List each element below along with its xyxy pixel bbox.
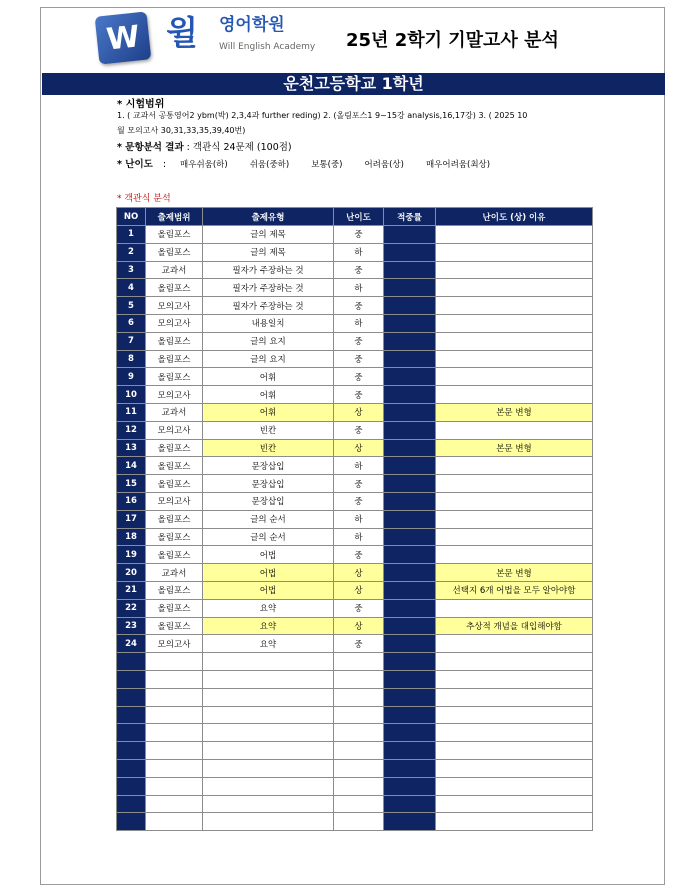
question-difficulty: 상 bbox=[334, 403, 384, 421]
question-number bbox=[117, 795, 146, 813]
question-type bbox=[203, 742, 334, 760]
header-type: 출제유형 bbox=[203, 208, 334, 226]
question-number bbox=[117, 759, 146, 777]
question-range: 올림포스 bbox=[146, 546, 203, 564]
question-range: 모의고사 bbox=[146, 492, 203, 510]
question-reason: 본문 변형 bbox=[436, 564, 593, 582]
question-hit-rate bbox=[384, 492, 436, 510]
question-type bbox=[203, 653, 334, 671]
question-type: 글의 순서 bbox=[203, 528, 334, 546]
question-type: 문장삽입 bbox=[203, 475, 334, 493]
question-hit-rate bbox=[384, 261, 436, 279]
logo-english-name: Will English Academy bbox=[219, 42, 316, 52]
question-number bbox=[117, 724, 146, 742]
question-range: 올림포스 bbox=[146, 332, 203, 350]
question-range bbox=[146, 813, 203, 831]
question-reason bbox=[436, 386, 593, 404]
question-type bbox=[203, 777, 334, 795]
question-reason bbox=[436, 777, 593, 795]
question-type: 어휘 bbox=[203, 386, 334, 404]
table-row bbox=[117, 475, 593, 493]
question-hit-rate bbox=[384, 350, 436, 368]
exam-range-heading: * 시험범위 bbox=[117, 99, 165, 110]
question-hit-rate bbox=[384, 386, 436, 404]
header-reason: 난이도 (상) 이유 bbox=[436, 208, 593, 226]
question-reason bbox=[436, 261, 593, 279]
question-type: 빈칸 bbox=[203, 421, 334, 439]
difficulty-level: 보통(중) bbox=[311, 160, 343, 170]
table-row bbox=[117, 314, 593, 332]
table-row bbox=[117, 297, 593, 315]
question-range bbox=[146, 670, 203, 688]
table-header-row bbox=[117, 208, 593, 226]
question-number: 1 bbox=[117, 226, 146, 244]
question-range: 올림포스 bbox=[146, 457, 203, 475]
exam-range-line-2: 월 모의고사 30,31,33,35,39,40번) bbox=[117, 126, 246, 135]
question-type: 글의 요지 bbox=[203, 350, 334, 368]
table-row bbox=[117, 510, 593, 528]
question-hit-rate bbox=[384, 439, 436, 457]
question-difficulty: 중 bbox=[334, 475, 384, 493]
difficulty-level: 쉬움(중하) bbox=[249, 160, 290, 170]
question-type: 어법 bbox=[203, 564, 334, 582]
question-range bbox=[146, 759, 203, 777]
question-range: 올림포스 bbox=[146, 581, 203, 599]
question-type: 글의 순서 bbox=[203, 510, 334, 528]
question-reason bbox=[436, 492, 593, 510]
question-reason: 선택지 6개 어법을 모두 알아야함 bbox=[436, 581, 593, 599]
question-range: 교과서 bbox=[146, 564, 203, 582]
difficulty-level: 어려움(상) bbox=[364, 160, 404, 170]
question-hit-rate bbox=[384, 475, 436, 493]
question-reason bbox=[436, 706, 593, 724]
question-type: 요약 bbox=[203, 617, 334, 635]
header-difficulty: 난이도 bbox=[334, 208, 384, 226]
question-range: 올림포스 bbox=[146, 279, 203, 297]
table-row bbox=[117, 386, 593, 404]
question-type bbox=[203, 706, 334, 724]
question-range: 올림포스 bbox=[146, 528, 203, 546]
table-row-empty bbox=[117, 759, 593, 777]
question-difficulty: 하 bbox=[334, 243, 384, 261]
question-hit-rate bbox=[384, 706, 436, 724]
question-type: 어휘 bbox=[203, 403, 334, 421]
question-range: 올림포스 bbox=[146, 617, 203, 635]
difficulty-level: 매우쉬움(하) bbox=[180, 160, 228, 170]
academy-logo-icon bbox=[95, 11, 152, 64]
question-type: 필자가 주장하는 것 bbox=[203, 279, 334, 297]
table-row bbox=[117, 261, 593, 279]
question-difficulty: 상 bbox=[334, 564, 384, 582]
question-type: 문장삽입 bbox=[203, 492, 334, 510]
question-reason bbox=[436, 279, 593, 297]
question-difficulty bbox=[334, 777, 384, 795]
question-hit-rate bbox=[384, 670, 436, 688]
question-reason bbox=[436, 457, 593, 475]
question-number: 4 bbox=[117, 279, 146, 297]
question-difficulty: 하 bbox=[334, 457, 384, 475]
question-number: 15 bbox=[117, 475, 146, 493]
question-range: 올림포스 bbox=[146, 475, 203, 493]
table-row bbox=[117, 581, 593, 599]
question-hit-rate bbox=[384, 688, 436, 706]
question-hit-rate bbox=[384, 510, 436, 528]
question-range bbox=[146, 795, 203, 813]
question-difficulty: 중 bbox=[334, 599, 384, 617]
question-type: 요약 bbox=[203, 599, 334, 617]
table-row-empty bbox=[117, 795, 593, 813]
question-number: 6 bbox=[117, 314, 146, 332]
question-number: 19 bbox=[117, 546, 146, 564]
table-row bbox=[117, 439, 593, 457]
question-hit-rate bbox=[384, 421, 436, 439]
question-hit-rate bbox=[384, 279, 436, 297]
table-row bbox=[117, 528, 593, 546]
school-banner: 운천고등학교 1학년 bbox=[42, 73, 665, 95]
question-number bbox=[117, 813, 146, 831]
question-number: 20 bbox=[117, 564, 146, 582]
question-difficulty: 중 bbox=[334, 635, 384, 653]
question-hit-rate bbox=[384, 581, 436, 599]
question-range: 모의고사 bbox=[146, 314, 203, 332]
table-row-empty bbox=[117, 706, 593, 724]
question-type: 글의 제목 bbox=[203, 226, 334, 244]
table-row-empty bbox=[117, 742, 593, 760]
question-difficulty: 중 bbox=[334, 297, 384, 315]
question-difficulty: 하 bbox=[334, 279, 384, 297]
question-range bbox=[146, 742, 203, 760]
question-number: 11 bbox=[117, 403, 146, 421]
question-range: 교과서 bbox=[146, 261, 203, 279]
logo-letter: W bbox=[104, 18, 142, 58]
question-number: 7 bbox=[117, 332, 146, 350]
table-row bbox=[117, 421, 593, 439]
question-reason: 본문 변형 bbox=[436, 439, 593, 457]
table-row bbox=[117, 332, 593, 350]
question-range: 올림포스 bbox=[146, 243, 203, 261]
table-row bbox=[117, 635, 593, 653]
question-difficulty: 중 bbox=[334, 226, 384, 244]
question-difficulty: 상 bbox=[334, 617, 384, 635]
table-row bbox=[117, 492, 593, 510]
question-reason bbox=[436, 332, 593, 350]
question-difficulty: 중 bbox=[334, 492, 384, 510]
question-number: 10 bbox=[117, 386, 146, 404]
question-number: 22 bbox=[117, 599, 146, 617]
question-difficulty bbox=[334, 653, 384, 671]
question-number: 3 bbox=[117, 261, 146, 279]
question-difficulty: 중 bbox=[334, 421, 384, 439]
question-range bbox=[146, 688, 203, 706]
table-row bbox=[117, 546, 593, 564]
question-hit-rate bbox=[384, 742, 436, 760]
question-difficulty bbox=[334, 795, 384, 813]
table-row-empty bbox=[117, 653, 593, 671]
question-reason bbox=[436, 475, 593, 493]
table-row bbox=[117, 243, 593, 261]
question-reason bbox=[436, 421, 593, 439]
question-hit-rate bbox=[384, 813, 436, 831]
question-type: 글의 요지 bbox=[203, 332, 334, 350]
question-reason bbox=[436, 813, 593, 831]
table-row bbox=[117, 617, 593, 635]
question-range: 모의고사 bbox=[146, 635, 203, 653]
analysis-table bbox=[116, 207, 593, 831]
question-range: 올림포스 bbox=[146, 226, 203, 244]
difficulty-separator: : bbox=[162, 159, 167, 170]
question-reason bbox=[436, 795, 593, 813]
question-reason bbox=[436, 670, 593, 688]
logo-korean-name: 영어학원 bbox=[219, 15, 285, 35]
question-range: 올림포스 bbox=[146, 510, 203, 528]
question-reason bbox=[436, 724, 593, 742]
question-hit-rate bbox=[384, 795, 436, 813]
objective-section-label: * 객관식 분석 bbox=[117, 194, 171, 204]
question-range: 모의고사 bbox=[146, 297, 203, 315]
question-number: 23 bbox=[117, 617, 146, 635]
question-difficulty: 하 bbox=[334, 314, 384, 332]
question-type: 빈칸 bbox=[203, 439, 334, 457]
question-number bbox=[117, 742, 146, 760]
question-hit-rate bbox=[384, 599, 436, 617]
question-reason bbox=[436, 243, 593, 261]
question-range: 올림포스 bbox=[146, 599, 203, 617]
question-number bbox=[117, 777, 146, 795]
question-difficulty bbox=[334, 670, 384, 688]
table-row bbox=[117, 564, 593, 582]
question-hit-rate bbox=[384, 564, 436, 582]
question-number: 17 bbox=[117, 510, 146, 528]
question-difficulty bbox=[334, 813, 384, 831]
question-number: 8 bbox=[117, 350, 146, 368]
question-type bbox=[203, 759, 334, 777]
question-hit-rate bbox=[384, 546, 436, 564]
question-difficulty: 하 bbox=[334, 510, 384, 528]
analysis-value: : 객관식 24문제 (100점) bbox=[183, 142, 292, 153]
table-row-empty bbox=[117, 813, 593, 831]
question-type bbox=[203, 688, 334, 706]
table-row bbox=[117, 226, 593, 244]
question-number: 21 bbox=[117, 581, 146, 599]
question-range bbox=[146, 777, 203, 795]
question-hit-rate bbox=[384, 297, 436, 315]
question-reason bbox=[436, 297, 593, 315]
question-reason bbox=[436, 510, 593, 528]
table-row-empty bbox=[117, 724, 593, 742]
table-body bbox=[117, 226, 593, 831]
question-number: 24 bbox=[117, 635, 146, 653]
question-reason bbox=[436, 635, 593, 653]
header-no: NO bbox=[117, 208, 146, 226]
question-reason: 본문 변형 bbox=[436, 403, 593, 421]
question-hit-rate bbox=[384, 243, 436, 261]
question-number: 14 bbox=[117, 457, 146, 475]
header-range: 출제범위 bbox=[146, 208, 203, 226]
question-reason bbox=[436, 688, 593, 706]
table-row bbox=[117, 457, 593, 475]
table-row bbox=[117, 350, 593, 368]
document-title: 25년 2학기 기말고사 분석 bbox=[346, 30, 559, 51]
question-range: 모의고사 bbox=[146, 421, 203, 439]
table-row-empty bbox=[117, 688, 593, 706]
question-difficulty bbox=[334, 742, 384, 760]
table-row bbox=[117, 368, 593, 386]
question-hit-rate bbox=[384, 759, 436, 777]
question-range bbox=[146, 706, 203, 724]
question-difficulty: 중 bbox=[334, 386, 384, 404]
question-difficulty: 중 bbox=[334, 332, 384, 350]
table-row-empty bbox=[117, 670, 593, 688]
question-range: 올림포스 bbox=[146, 368, 203, 386]
question-reason bbox=[436, 742, 593, 760]
question-reason bbox=[436, 653, 593, 671]
question-type: 어법 bbox=[203, 581, 334, 599]
question-type bbox=[203, 724, 334, 742]
analysis-summary bbox=[117, 141, 292, 155]
question-difficulty: 하 bbox=[334, 528, 384, 546]
question-reason bbox=[436, 368, 593, 386]
question-range: 올림포스 bbox=[146, 439, 203, 457]
difficulty-legend bbox=[117, 158, 512, 172]
question-difficulty: 중 bbox=[334, 368, 384, 386]
question-reason bbox=[436, 759, 593, 777]
question-difficulty bbox=[334, 724, 384, 742]
logo-big-character: 윌 bbox=[166, 13, 198, 52]
question-type bbox=[203, 813, 334, 831]
question-reason bbox=[436, 226, 593, 244]
question-number: 18 bbox=[117, 528, 146, 546]
question-range: 모의고사 bbox=[146, 386, 203, 404]
question-number: 2 bbox=[117, 243, 146, 261]
question-reason: 추상적 개념을 대입해야함 bbox=[436, 617, 593, 635]
question-number: 16 bbox=[117, 492, 146, 510]
question-hit-rate bbox=[384, 724, 436, 742]
question-type: 요약 bbox=[203, 635, 334, 653]
question-hit-rate bbox=[384, 368, 436, 386]
question-reason bbox=[436, 350, 593, 368]
question-type: 문장삽입 bbox=[203, 457, 334, 475]
question-type bbox=[203, 670, 334, 688]
question-range bbox=[146, 724, 203, 742]
question-type: 필자가 주장하는 것 bbox=[203, 261, 334, 279]
question-type: 어휘 bbox=[203, 368, 334, 386]
analysis-label: * 문항분석 결과 bbox=[117, 142, 184, 153]
header-hit-rate: 적중률 bbox=[384, 208, 436, 226]
question-difficulty: 상 bbox=[334, 439, 384, 457]
question-number: 5 bbox=[117, 297, 146, 315]
question-hit-rate bbox=[384, 457, 436, 475]
question-type: 어법 bbox=[203, 546, 334, 564]
question-range: 교과서 bbox=[146, 403, 203, 421]
question-reason bbox=[436, 528, 593, 546]
question-difficulty bbox=[334, 759, 384, 777]
table-row bbox=[117, 599, 593, 617]
question-number bbox=[117, 653, 146, 671]
question-type: 글의 제목 bbox=[203, 243, 334, 261]
question-number bbox=[117, 688, 146, 706]
question-difficulty bbox=[334, 688, 384, 706]
question-difficulty: 중 bbox=[334, 350, 384, 368]
question-type bbox=[203, 795, 334, 813]
question-range bbox=[146, 653, 203, 671]
question-hit-rate bbox=[384, 226, 436, 244]
exam-range-line-1: 1. ( 교과서 공통영어2 ybm(박) 2,3,4과 further reding) 2. (올림포스1 9~15강 analysis,16,17강) 3. ( 2025 10 bbox=[117, 111, 528, 120]
question-difficulty: 상 bbox=[334, 581, 384, 599]
question-difficulty: 중 bbox=[334, 261, 384, 279]
question-hit-rate bbox=[384, 617, 436, 635]
table-row-empty bbox=[117, 777, 593, 795]
question-hit-rate bbox=[384, 332, 436, 350]
table-row bbox=[117, 403, 593, 421]
question-type: 내용일치 bbox=[203, 314, 334, 332]
question-difficulty: 중 bbox=[334, 546, 384, 564]
question-hit-rate bbox=[384, 777, 436, 795]
question-reason bbox=[436, 599, 593, 617]
question-hit-rate bbox=[384, 635, 436, 653]
question-hit-rate bbox=[384, 403, 436, 421]
question-number: 9 bbox=[117, 368, 146, 386]
question-difficulty bbox=[334, 706, 384, 724]
question-number bbox=[117, 706, 146, 724]
question-number bbox=[117, 670, 146, 688]
question-number: 13 bbox=[117, 439, 146, 457]
question-number: 12 bbox=[117, 421, 146, 439]
table-row bbox=[117, 279, 593, 297]
question-hit-rate bbox=[384, 653, 436, 671]
question-range: 올림포스 bbox=[146, 350, 203, 368]
question-hit-rate bbox=[384, 314, 436, 332]
question-hit-rate bbox=[384, 528, 436, 546]
question-reason bbox=[436, 314, 593, 332]
difficulty-level: 매우어려움(최상) bbox=[425, 160, 491, 170]
question-type: 필자가 주장하는 것 bbox=[203, 297, 334, 315]
question-reason bbox=[436, 546, 593, 564]
difficulty-label: * 난이도 bbox=[117, 159, 153, 170]
